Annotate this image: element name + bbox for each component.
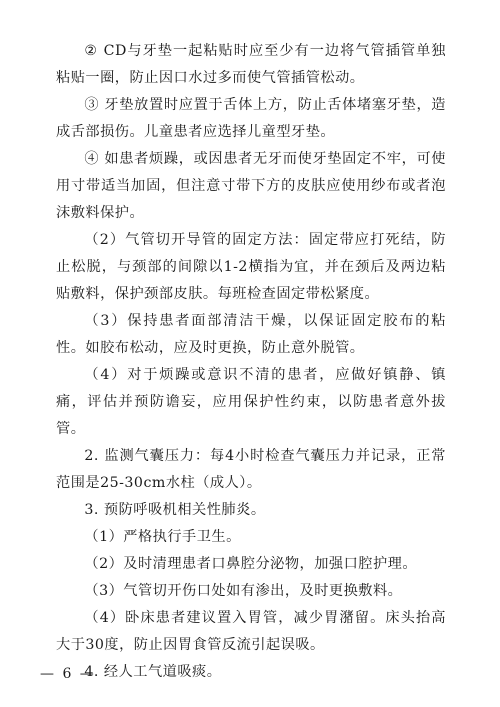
paragraph: （4）对于烦躁或意识不清的患者，应做好镇静、镇痛，评估并预防谵妄，应用保护性约束，以防患者意外拔管。 — [56, 367, 446, 437]
document-body — [56, 38, 446, 686]
paragraph: （1）严格执行手卫生。 — [84, 529, 241, 545]
paragraph: 4. 经人工气道吸痰。 — [84, 664, 222, 680]
paragraph: ③ 牙垫放置时应置于舌体上方，防止舌体堵塞牙垫，造成舌部损伤。儿童患者应选择儿童型牙垫。 — [56, 97, 446, 140]
page-number: — 6 — — [40, 666, 96, 682]
paragraph: （2）及时清理患者口鼻腔分泌物，加强口腔护理。 — [84, 556, 418, 572]
paragraph: （3）气管切开伤口处如有渗出，及时更换敷料。 — [84, 583, 403, 599]
paragraph: （2）气管切开导管的固定方法：固定带应打死结，防止松脱，与颈部的间隙以1-2横指为宜，并在颈后及两边粘贴敷料，保护颈部皮肤。每班检查固定带松紧度。 — [56, 232, 446, 302]
paragraph: 2. 监测气囊压力：每4小时检查气囊压力并记录，正常范围是25-30cm水柱（成人）。 — [56, 448, 446, 491]
paragraph: 3. 预防呼吸机相关性肺炎。 — [84, 502, 266, 518]
paragraph: （3）保持患者面部清洁干燥，以保证固定胶布的粘性。如胶布松动，应及时更换，防止意外脱管。 — [56, 313, 446, 356]
paragraph: （4）卧床患者建议置入胃管，减少胃潴留。床头抬高大于30度，防止因胃食管反流引起误吸。 — [56, 610, 446, 653]
paragraph: ② CD与牙垫一起粘贴时应至少有一边将气管插管单独粘贴一圈，防止因口水过多而使气管插管松动。 — [56, 43, 446, 86]
paragraph: ④ 如患者烦躁，或因患者无牙而使牙垫固定不牢，可使用寸带适当加固，但注意寸带下方的皮肤应使用纱布或者泡沫敷料保护。 — [56, 151, 446, 221]
